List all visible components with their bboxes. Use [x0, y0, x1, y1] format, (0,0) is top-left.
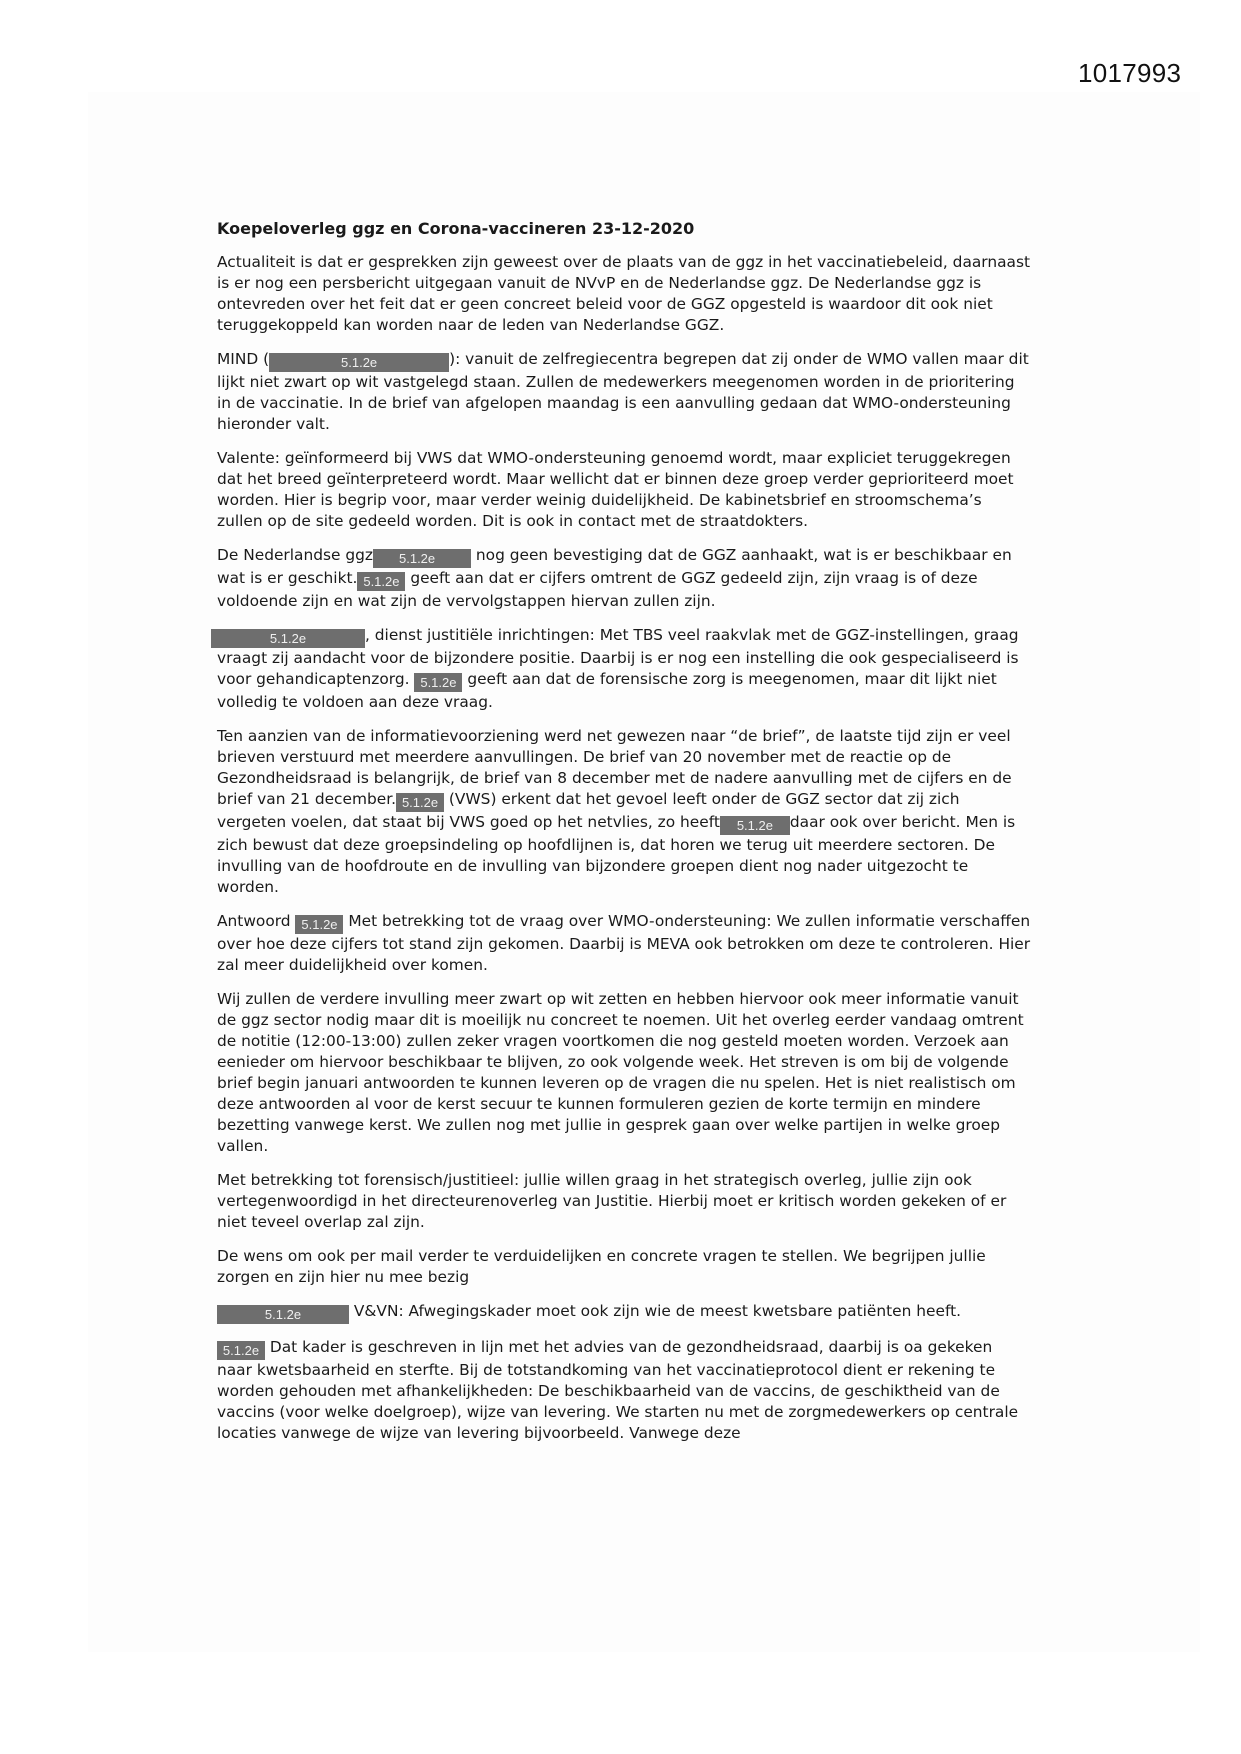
paragraph-text: Valente: geïnformeerd bij VWS dat WMO-ondersteuning genoemd wordt, maar expliciet teruggekregen dat het breed geïnterpreteerd wordt. Maar wellicht dat er binnen deze groep verder geprioriteerd moet worden. Hier is begrip voor, maar verder weinig duidelijkheid. De kabinetsbrief en stroomschema’s zullen op de site gedeeld worden. Dit is ook in contact met de straatdokters.	[217, 449, 1014, 530]
paragraph-text: V&VN: Afwegingskader moet ook zijn wie de meest kwetsbare patiënten heeft.	[349, 1302, 962, 1320]
paragraph-text: Dat kader is geschreven in lijn met het advies van de gezondheidsraad, daarbij is oa gekeken naar kwetsbaarheid en sterfte. Bij de totstandkoming van het vaccinatieprotocol dient er rekening te worden gehouden met afhankelijkheden: De beschikbaarheid van de vaccins, de geschiktheid van de vaccins (voor welke doelgroep), wijze van levering. We starten nu met de zorgmedewerkers op centrale locaties vanwege de wijze van levering bijvoorbeeld. Vanwege deze	[217, 1338, 1019, 1442]
paragraph-wens-mail	[217, 1246, 1032, 1288]
document-title: Koepeloverleg ggz en Corona-vaccineren 23-12-2020	[217, 219, 695, 238]
redaction-box: 5.1.2e	[269, 353, 449, 372]
redaction-box: 5.1.2e	[414, 673, 462, 692]
paragraph-mind	[217, 349, 1032, 435]
paragraph-kader	[217, 1337, 1032, 1444]
paragraph-nederlandse-ggz	[217, 545, 1032, 612]
redaction-box: 5.1.2e	[217, 1305, 349, 1324]
paragraph-actualiteit	[217, 252, 1032, 336]
redaction-box: 5.1.2e	[211, 629, 365, 648]
paragraph-text: De Nederlandse ggz	[217, 546, 373, 564]
paragraph-valente	[217, 448, 1032, 532]
redaction-box: 5.1.2e	[217, 1341, 265, 1360]
paragraph-vvn	[217, 1301, 1032, 1324]
paragraph-text: Antwoord	[217, 912, 296, 930]
redaction-box: 5.1.2e	[720, 816, 790, 835]
paragraph-text: Met betrekking tot forensisch/justitieel: jullie willen graag in het strategisch overleg, jullie zijn ook vertegenwoordigd in het directeurenoverleg van Justitie. Hierbij moet er kritisch worden gekeken of er niet teveel overlap zal zijn.	[217, 1171, 1007, 1231]
paragraph-antwoord	[217, 911, 1032, 976]
paragraph-forensisch	[217, 1170, 1032, 1233]
paragraph-text: MIND (	[217, 350, 270, 368]
paragraph-text: Ten aanzien van de informatievoorziening werd net gewezen naar “de brief”, de laatste tijd zijn er veel brieven verstuurd met meerdere aanvullingen. De brief van 20 november met de reactie op de Gezondheidsraad is belangrijk, de brief van 8 december met de nadere aanvulling met de cijfers en de brief van 21 december.	[217, 727, 1012, 808]
redaction-box: 5.1.2e	[357, 572, 405, 591]
document-body	[217, 218, 1032, 1457]
paragraph-text: nog geen bevestiging dat de GGZ aanhaakt, wat is er beschikbaar en wat is er geschikt.	[217, 546, 1012, 587]
document-number: 1017993	[1078, 58, 1182, 88]
redaction-box: 5.1.2e	[396, 793, 444, 812]
paragraph-text: (VWS) erkent dat het gevoel leeft onder de GGZ sector dat zij zich vergeten voelen, dat staat bij VWS goed op het netvlies, zo heeft	[217, 790, 960, 831]
paragraph-text: Wij zullen de verdere invulling meer zwart op wit zetten en hebben hiervoor ook meer informatie vanuit de ggz sector nodig maar dit is moeilijk nu concreet te noemen. Uit het overleg eerder vandaag omtrent de notitie (12:00-13:00) zullen zeker vragen voortkomen die nog gesteld moeten worden. Verzoek aan eenieder om hiervoor beschikbaar te blijven, zo ook volgende week. Het streven is om bij de volgende brief begin januari antwoorden te kunnen leveren op de vragen die nu spelen. Het is niet realistisch om deze antwoorden al voor de kerst secuur te kunnen formuleren gezien de korte termijn en mindere bezetting vanwege kerst. We zullen nog met jullie in gesprek gaan over welke partijen in welke groep vallen.	[217, 990, 1024, 1155]
paragraph-verdere-invulling	[217, 989, 1032, 1157]
paragraph-justitiele-inrichtingen	[217, 625, 1032, 713]
paragraph-text: geeft aan dat er cijfers omtrent de GGZ gedeeld zijn, zijn vraag is of deze voldoende zijn en wat zijn de vervolgstappen hiervan zullen zijn.	[217, 569, 978, 610]
paragraph-text: Met betrekking tot de vraag over WMO-ondersteuning: We zullen informatie verschaffen over hoe deze cijfers tot stand zijn gekomen. Daarbij is MEVA ook betrokken om deze te controleren. Hier zal meer duidelijkheid over komen.	[217, 912, 1031, 974]
paragraph-informatievoorziening	[217, 726, 1032, 898]
paragraph-text: Actualiteit is dat er gesprekken zijn geweest over de plaats van de ggz in het vaccinatiebeleid, daarnaast is er nog een persbericht uitgegaan vanuit de NVvP en de Nederlandse ggz. De Nederlandse ggz is ontevreden over het feit dat er geen concreet beleid voor de GGZ opgesteld is waardoor dit ook niet teruggekoppeld kan worden naar de leden van Nederlandse GGZ.	[217, 253, 1031, 334]
paragraph-text: De wens om ook per mail verder te verduidelijken en concrete vragen te stellen. We begrijpen jullie zorgen en zijn hier nu mee bezig	[217, 1247, 986, 1286]
paragraph-text: ): vanuit de zelfregiecentra begrepen dat zij onder de WMO vallen maar dit lijkt niet zwart op wit vastgelegd staan. Zullen de medewerkers meegenomen worden in de prioritering in de vaccinatie. In de brief van afgelopen maandag is een aanvulling gedaan dat WMO-ondersteuning hieronder valt.	[217, 350, 1029, 433]
redaction-box: 5.1.2e	[295, 915, 343, 934]
paragraph-text: , dienst justitiële inrichtingen: Met TBS veel raakvlak met de GGZ-instellingen, graag vraagt zij aandacht voor de bijzondere positie. Daarbij is er nog een instelling die ook gespecialiseerd is voor gehandicaptenzorg.	[217, 626, 1019, 688]
paragraph-text: daar ook over bericht. Men is zich bewust dat deze groepsindeling op hoofdlijnen is, dat horen we terug uit meerdere sectoren. De invulling van de hoofdroute en de invulling van bijzondere groepen dient nog nader uitgezocht te worden.	[217, 813, 1016, 896]
paragraph-text: geeft aan dat de forensische zorg is meegenomen, maar dit lijkt niet volledig te voldoen aan deze vraag.	[217, 670, 997, 711]
redaction-box: 5.1.2e	[373, 549, 471, 568]
